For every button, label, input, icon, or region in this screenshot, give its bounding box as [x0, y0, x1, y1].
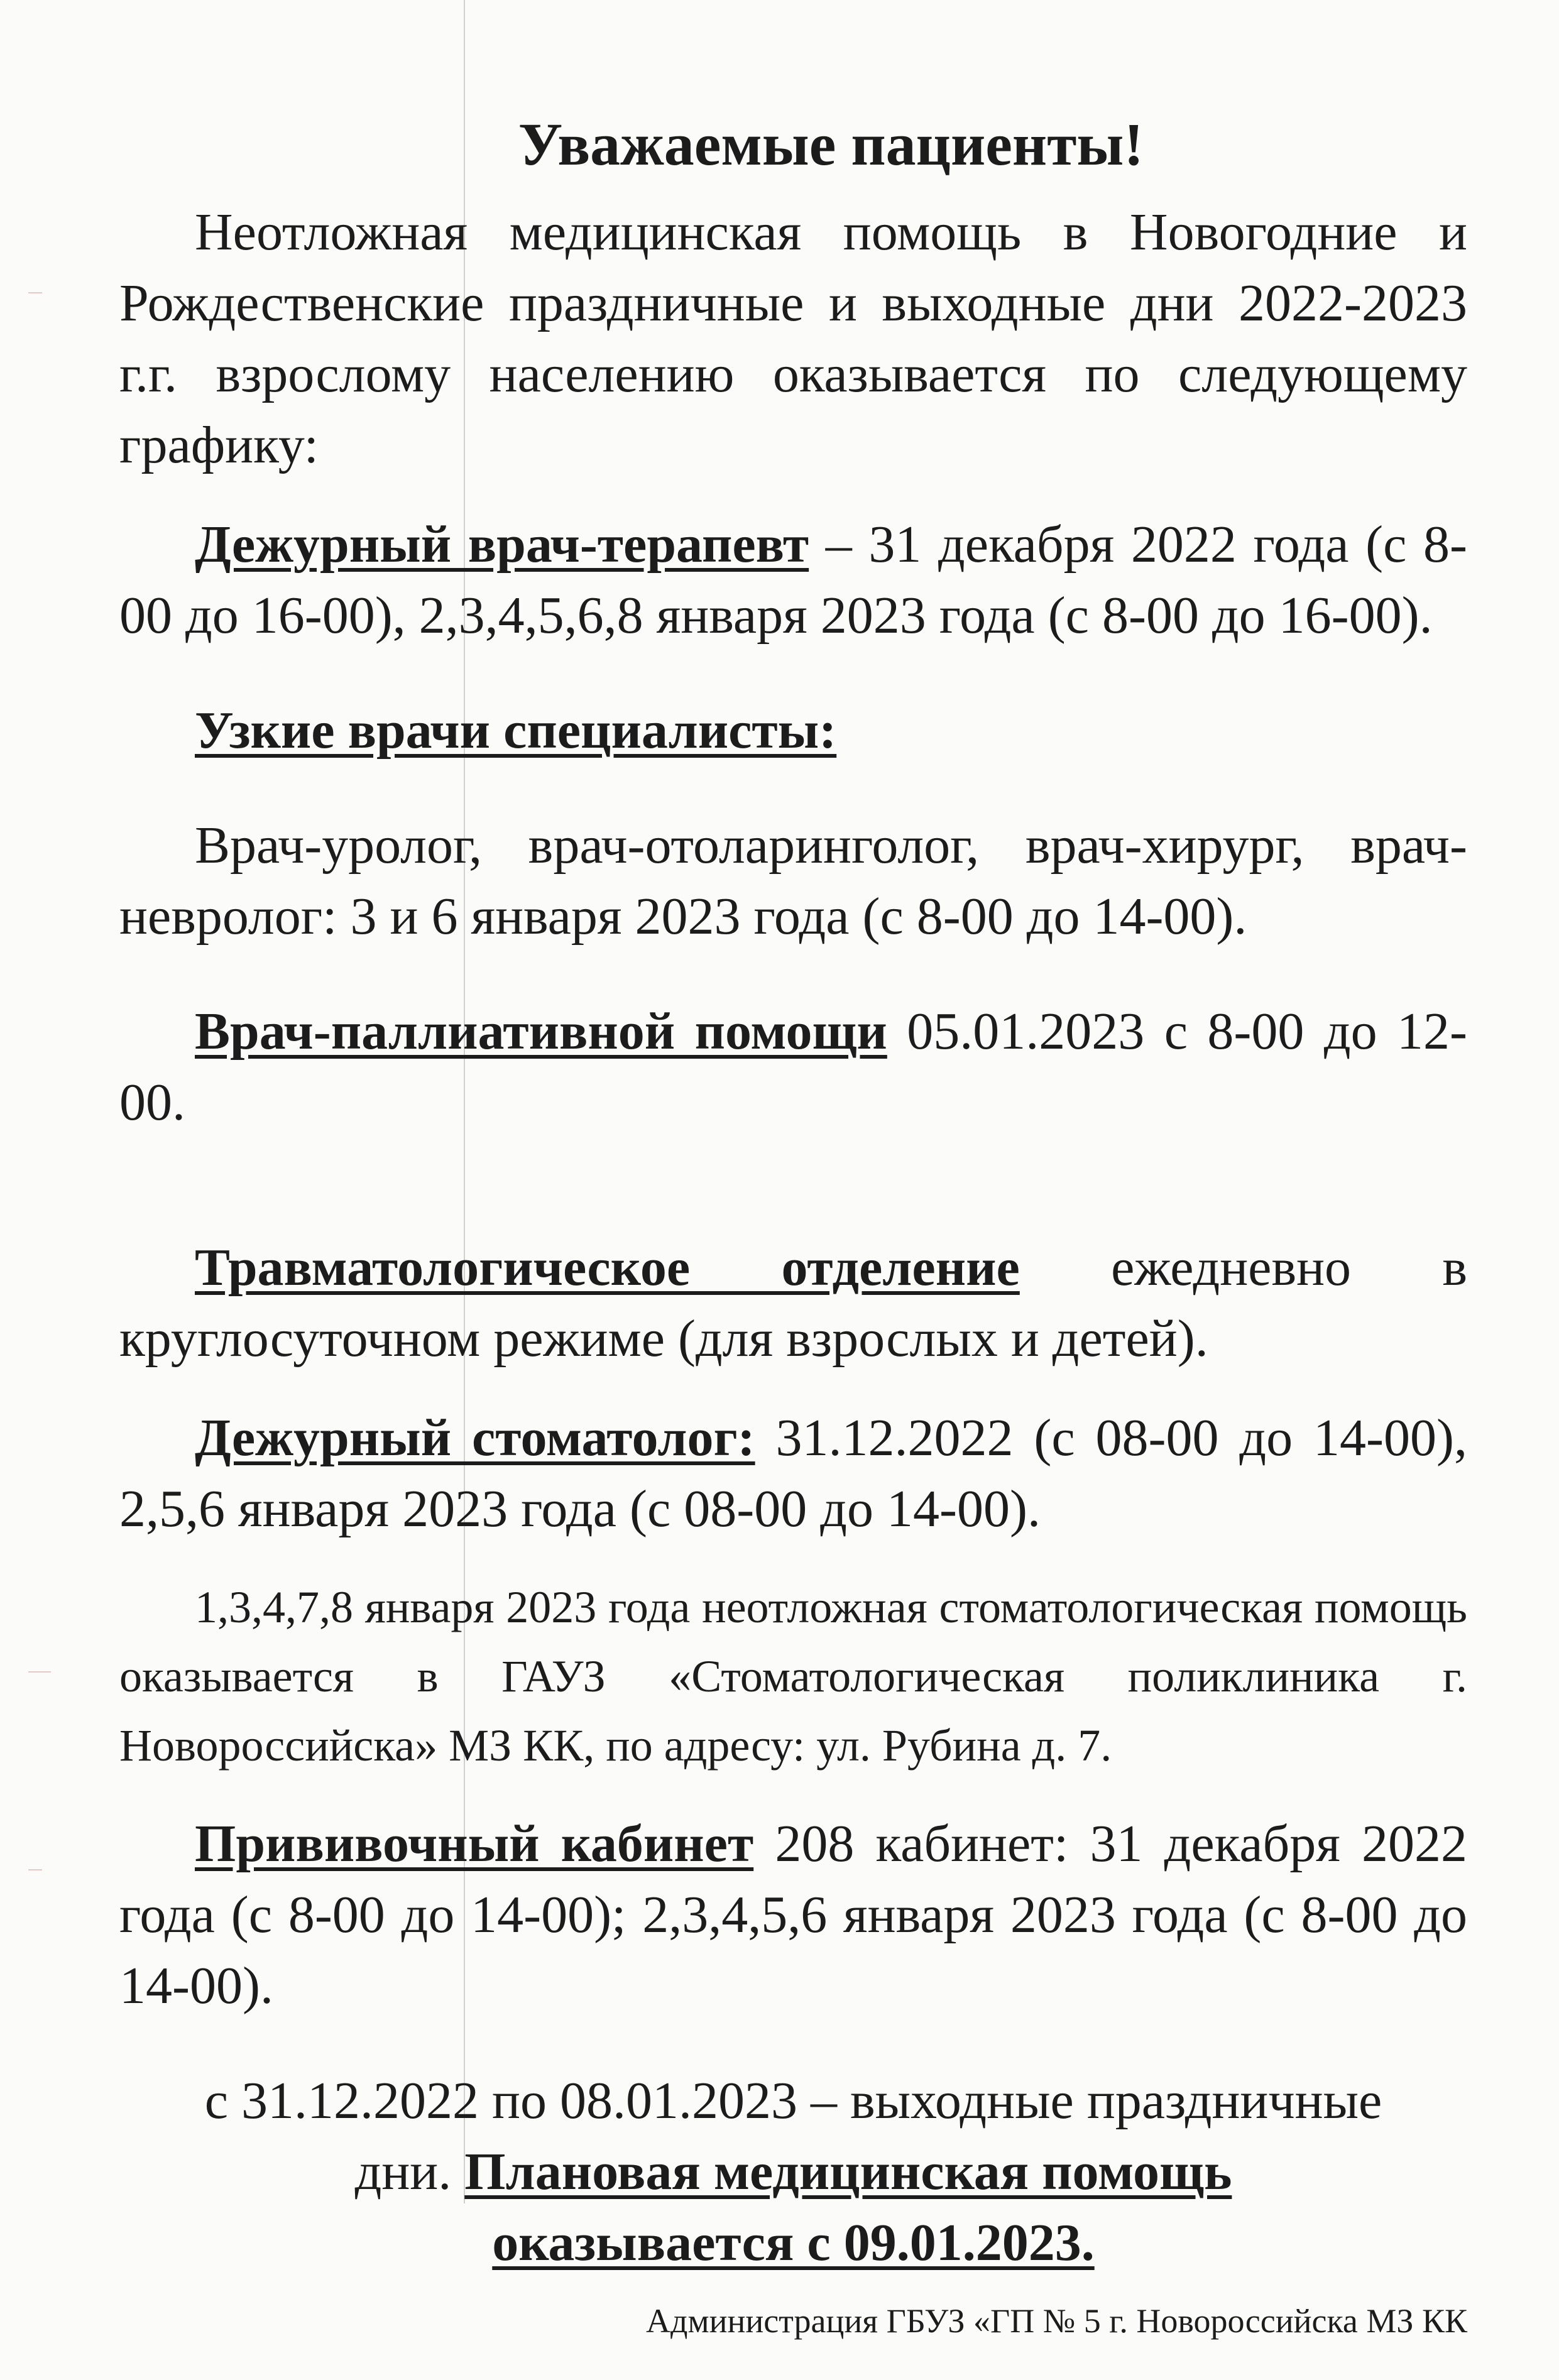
dentist-paragraph — [119, 1402, 1467, 1544]
scan-mark — [28, 292, 42, 293]
scan-mark — [28, 1671, 51, 1673]
therapist-paragraph — [119, 509, 1467, 651]
planned-care-heading: Плановая медицинская помощь оказывается с 09.01.2023. — [464, 2143, 1232, 2272]
therapist-text: – 31 декабря 2022 года (с 8-00 до 16-00), 2,3,4,5,6,8 января 2023 года (с 8-00 до 16-00). — [119, 515, 1467, 645]
scan-mark — [28, 1869, 42, 1870]
palliative-paragraph — [119, 996, 1467, 1138]
specialists-heading-paragraph — [119, 695, 1467, 766]
trauma-paragraph — [119, 1232, 1467, 1374]
specialists-paragraph: Врач-уролог, врач-отоларинголог, врач-хирург, врач-невролог: 3 и 6 января 2023 года (с 8-00 до 14-00). — [119, 816, 1467, 946]
dentist-heading: Дежурный стоматолог: — [195, 1409, 755, 1467]
dental-note-paragraph: 1,3,4,7,8 января 2023 года неотложная стоматологическая помощь оказывается в ГАУЗ «Стоматологическая поликлиника г. Новороссийска» МЗ КК, по адресу: ул. Рубина д. 7. — [119, 1582, 1467, 1771]
palliative-text: 05.01.2023 с 8-00 до 12-00. — [119, 1002, 1467, 1132]
notice-document — [119, 104, 1467, 2380]
therapist-heading: Дежурный врач-терапевт — [195, 515, 809, 574]
page-title: Уважаемые пациенты! — [518, 111, 1144, 178]
palliative-heading: Врач-паллиативной помощи — [195, 1002, 887, 1061]
holidays-line: с 31.12.2022 по 08.01.2023 – выходные праздничные — [204, 2072, 1382, 2130]
holidays-planned-line — [119, 2136, 1467, 2278]
vaccination-paragraph — [119, 1808, 1467, 2021]
trauma-heading: Травматологическое отделение — [195, 1238, 1020, 1297]
vaccination-heading: Прививочный кабинет — [195, 1815, 754, 1873]
holidays-prefix: дни. — [354, 2143, 465, 2201]
specialists-heading: Узкие врачи специалисты: — [195, 701, 837, 760]
dentist-text: 31.12.2022 (с 08-00 до 14-00), 2,5,6 января 2023 года (с 08-00 до 14-00). — [119, 1409, 1468, 1538]
vaccination-text: 208 кабинет: 31 декабря 2022 года (с 8-00 до 14-00); 2,3,4,5,6 января 2023 года (с 8-00 до 14-00). — [119, 1815, 1468, 2015]
signature: Администрация ГБУЗ «ГП № 5 г. Новороссийска МЗ КК — [645, 2302, 1467, 2340]
holidays-block — [119, 2065, 1467, 2278]
intro-paragraph: Неотложная медицинская помощь в Новогодние и Рождественские праздничные и выходные дни 2022-2023 г.г. взрослому населению оказывается по следующему графику: — [119, 203, 1467, 474]
trauma-text: ежедневно в круглосуточном режиме (для взрослых и детей). — [119, 1238, 1467, 1368]
